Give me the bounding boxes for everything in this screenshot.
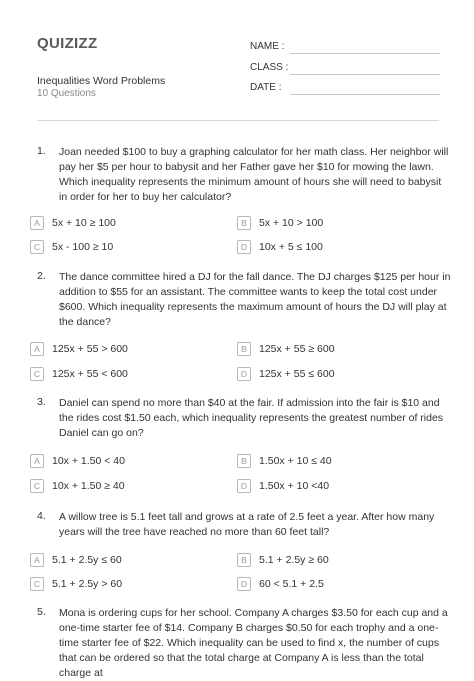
option-text: 10x + 5 ≤ 100 — [259, 241, 323, 253]
class-label: CLASS : — [250, 62, 289, 73]
question-count: 10 Questions — [37, 88, 96, 99]
question-number: 4. — [37, 510, 46, 522]
worksheet-header — [0, 0, 474, 118]
option-text: 5x + 10 ≥ 100 — [52, 217, 116, 229]
class-line — [290, 74, 440, 75]
date-line — [290, 94, 440, 95]
question-text: Daniel can spend no more than $40 at the fair. If admission into the fair is $10 and the rides cost $1.50 each, which inequality represents the greatest number of rides Daniel can go on? — [59, 397, 444, 439]
question-number: 3. — [37, 396, 46, 408]
option-letter: B — [237, 454, 251, 468]
option-letter: C — [30, 577, 44, 591]
option-text: 10x + 1.50 ≥ 40 — [52, 480, 125, 492]
option-letter: C — [30, 367, 44, 381]
option-letter: A — [30, 454, 44, 468]
option-text: 5.1 + 2.5y ≥ 60 — [259, 554, 329, 566]
option-text: 125x + 55 ≥ 600 — [259, 343, 335, 355]
option-text: 5x - 100 ≥ 10 — [52, 241, 114, 253]
question-text: Joan needed $100 to buy a graphing calculator for her math class. Her neighbor will pay her $5 per hour to babysit and her Father gave her $10 for mowing the lawn. Which inequality represents the minimum amount of hours she will need to babysit in order for her to buy her calculator? — [59, 146, 449, 203]
option-text: 1.50x + 10 ≤ 40 — [259, 455, 332, 467]
worksheet-title: Inequalities Word Problems — [37, 75, 166, 87]
option-letter: D — [237, 240, 251, 254]
question-number: 1. — [37, 145, 46, 157]
question-1 — [33, 145, 449, 255]
question-number: 2. — [37, 270, 46, 282]
option-text: 5.1 + 2.5y > 60 — [52, 578, 123, 590]
option-letter: C — [30, 479, 44, 493]
name-line — [290, 53, 440, 54]
question-text: The dance committee hired a DJ for the fall dance. The DJ charges $125 per hour in addition to $55 for an assistant. The committee wants to keep the total cost under $600. Which inequality represents the maximum amount of hours the DJ will play at the dance? — [59, 271, 451, 328]
option-letter: D — [237, 367, 251, 381]
option-text: 10x + 1.50 < 40 — [52, 455, 125, 467]
option-text: 125x + 55 > 600 — [52, 343, 128, 355]
option-letter: B — [237, 553, 251, 567]
option-text: 1.50x + 10 <40 — [259, 480, 330, 492]
date-field[interactable] — [250, 82, 281, 93]
option-text: 125x + 55 < 600 — [52, 368, 128, 380]
option-letter: B — [237, 342, 251, 356]
name-field[interactable] — [250, 41, 284, 52]
option-text: 5.1 + 2.5y ≤ 60 — [52, 554, 122, 566]
question-number: 5. — [37, 606, 46, 618]
question-4 — [33, 510, 447, 600]
date-label: DATE : — [250, 82, 282, 93]
question-5 — [37, 606, 448, 679]
option-letter: A — [30, 553, 44, 567]
option-text: 125x + 55 ≤ 600 — [259, 368, 335, 380]
option-letter: A — [30, 342, 44, 356]
option-letter: D — [237, 577, 251, 591]
quizizz-logo: QUIZIZZ — [37, 35, 98, 52]
option-text: 5x + 10 > 100 — [259, 217, 324, 229]
question-3 — [33, 396, 447, 496]
option-letter: B — [237, 216, 251, 230]
class-field[interactable] — [250, 62, 288, 73]
option-text: 60 < 5.1 + 2.5 — [259, 578, 324, 590]
option-letter: D — [237, 479, 251, 493]
name-label: NAME : — [250, 41, 285, 52]
question-text: A willow tree is 5.1 feet tall and grows at a rate of 2.5 feet a year. After how many years will the tree have reached no more than 60 feet tall? — [59, 511, 435, 538]
option-letter: A — [30, 216, 44, 230]
header-divider — [37, 120, 439, 121]
option-letter: C — [30, 240, 44, 254]
question-2 — [33, 270, 451, 380]
question-text: Mona is ordering cups for her school. Company A charges $3.50 for each cup and a one-time starter fee of $14. Company B charges $0.50 for each trophy and a one-time starter fee of $22. Which inequality can be used to find x, the number of cups that can be ordered so that the total charge at Company A is less than the total charge at — [59, 607, 448, 679]
